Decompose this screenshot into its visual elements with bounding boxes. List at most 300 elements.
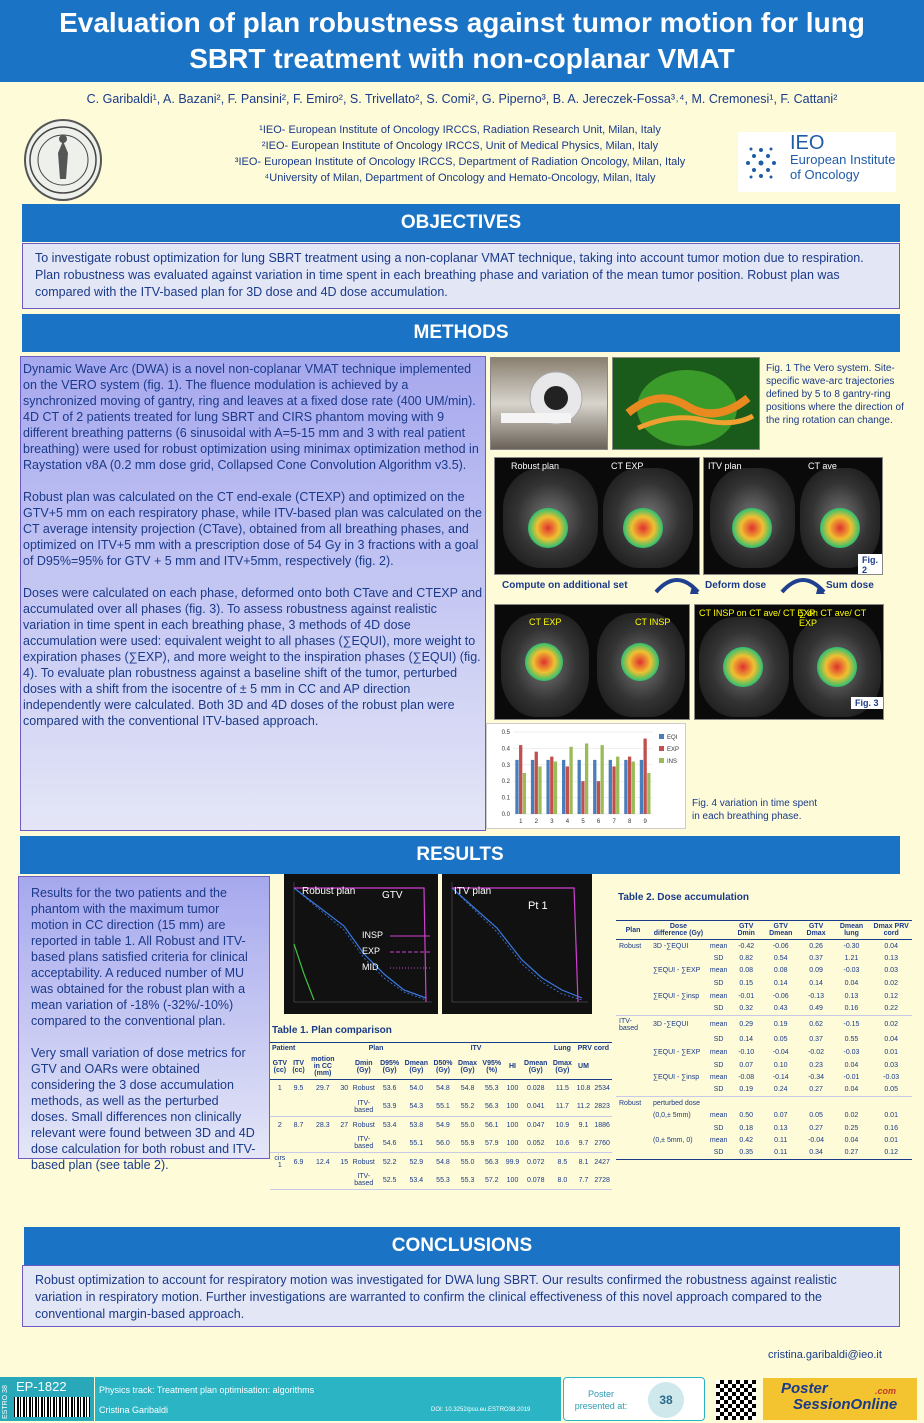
table-cell: 0.02 [884,980,898,988]
table-cell: 55.1 [409,1139,424,1147]
table-cell: 56.0 [436,1139,450,1147]
t2-head-cell: Plan [625,926,641,934]
table-cell: 100 [506,1139,519,1147]
table-cell: 8.0 [557,1176,568,1184]
table-cell: 53.9 [382,1103,397,1110]
bar-eqi-7 [609,760,612,814]
table-cell [616,1109,650,1122]
fig2-ctexp-label: CT EXP [611,461,644,471]
table-cell: mean [709,1048,728,1056]
table-row [270,1134,612,1153]
table-cell: 0.22 [884,1005,898,1013]
bar-eqi-8 [624,760,627,814]
title-line-2: SBRT treatment with non-coplanar VMAT [189,43,735,74]
table-cell: -0.13 [808,992,825,1000]
table-cell: mean [709,1074,728,1082]
table-row [616,1122,912,1135]
dvh-insp-label: INSP [362,930,384,940]
table-cell: 7.7 [578,1176,589,1184]
t1-subhead [338,1054,350,1080]
table-cell: ITV-based [354,1136,374,1150]
table-row [270,1153,612,1172]
qr-code-icon[interactable] [716,1380,756,1420]
table-cell [650,1122,707,1135]
brand-session: SessionOnline [793,1396,898,1413]
bar-exp-2 [535,752,538,814]
x-tick-label: 5 [581,819,585,825]
contact-email[interactable]: cristina.garibaldi@ieo.it [768,1349,882,1361]
table-cell: 0.04 [884,942,898,950]
table-cell: Robust [619,942,642,950]
table-cell: SD [713,1005,724,1013]
table-cell: ∑EQUI - ∑insp [652,992,700,1000]
table-cell: 0.12 [884,1149,898,1157]
bar-exp-5 [581,781,584,814]
table-cell: 0.05 [809,1111,823,1119]
table1-caption: Table 1. Plan comparison [272,1025,392,1036]
flow-compute: Compute on additional set [502,580,628,591]
table-cell: -0.30 [843,942,860,950]
ieo-abbr: IEO [790,132,825,154]
table-cell: Robust [352,1158,375,1166]
table-cell: perturbed dose [652,1099,701,1107]
bar-exp-1 [519,745,522,814]
table-cell: 0.13 [773,1124,788,1132]
ieo-line-3: of Oncology [790,167,860,182]
table-cell: 57.9 [484,1139,499,1147]
table-cell: 0.24 [773,1086,788,1094]
table-cell: 0.01 [884,1111,898,1119]
table-cell: 8.7 [293,1121,304,1129]
table-cell: 0.01 [884,1137,898,1145]
table-cell: 0.26 [809,942,823,950]
table-cell: 53.4 [382,1121,397,1129]
table-cell: -0.01 [738,992,755,1000]
table-cell: 100 [506,1085,519,1093]
table-cell [650,1002,707,1015]
table-cell: 0.12 [884,992,898,1000]
table-cell: 0.18 [739,1124,753,1132]
t1-head-lung: Lung [553,1045,571,1052]
legend-swatch [659,734,664,739]
table-cell [650,1084,707,1097]
table-cell: 55.1 [436,1103,450,1110]
x-tick-label: 6 [596,819,601,825]
table-cell: 0.10 [773,1061,788,1069]
results-text [18,876,270,1172]
table-cell: 0.27 [809,1124,823,1132]
postersessiononline-logo[interactable] [763,1378,917,1420]
fig3-sum-on-ave-label: ∑ on CT ave/ CT EXP [799,608,867,628]
bar-eqi-4 [562,760,565,814]
table-cell: 0.01 [884,1048,898,1056]
x-tick-label: 8 [627,819,632,825]
table-cell: 0.23 [809,1061,823,1069]
table-cell: 0.19 [739,1086,753,1094]
footer-track-block [95,1377,561,1421]
t1-subhead: HI [509,1063,516,1070]
table-cell [616,1147,650,1160]
table-cell: -0.03 [843,1048,860,1056]
footer-side-label: ESTRO 38 [2,1385,9,1419]
table-cell: 0.42 [739,1137,753,1145]
fig3-insp-on-ave-label: CT INSP on CT ave/ CT EXP [699,608,816,618]
results-paragraph-2: Very small variation of dose metrics for GTV and OARs were obtained considering the 3 dose accumulation methods, as well as the perturbed doses. Small differences non clinically relevant were found between 3D and 4D dose calculation for both robust and ITV-based plan (see table 2). [31,1046,256,1172]
objectives-banner: OBJECTIVES [22,204,900,242]
t2-head-cell: Dmean lung [839,923,864,937]
x-tick-label: 3 [550,819,554,825]
objectives-text: To investigate robust optimization for lung SBRT treatment using a non-coplanar VMAT technique, taking into account tumor motion due to respiration. Plan robustness was evaluated against variation in time spent in each breathing phase and variation of the mean tumor position. Robust plan was compared with the ITV-based plan for 3D dose and 4D dose accumulation. [22,243,900,309]
t1-subhead: ITV (cc) [292,1059,305,1074]
table2 [616,920,912,1160]
table-cell: -0.03 [883,1074,900,1082]
affiliation-3: ³IEO- European Institute of Oncology IRCCS, Department of Radiation Oncology, Milan, Italy [234,156,686,168]
legend-swatch [659,746,664,751]
table-cell: -0.06 [772,992,789,1000]
t1-subhead: Dmax (Gy) [552,1059,572,1074]
table-cell: 0.19 [773,1021,788,1029]
x-tick-label: 7 [612,819,616,825]
table-cell: 55.2 [460,1103,475,1110]
y-tick-label: 0.3 [501,762,510,769]
table-cell: 0.43 [773,1005,788,1013]
table-cell: 0.62 [809,1021,823,1029]
table-cell: 100 [506,1176,519,1184]
table-cell [616,990,650,1003]
conclusions-banner: CONCLUSIONS [24,1227,900,1265]
x-tick-label: 9 [643,819,647,825]
table-cell: 100 [506,1103,519,1110]
university-seal-icon [24,119,102,201]
table-cell [307,1171,338,1190]
table-cell: 0.16 [884,1124,898,1132]
table-cell [270,1134,290,1153]
table-cell: 3D -∑EQUI [652,942,689,950]
table-cell: 0.08 [773,967,788,975]
table-cell: 0.37 [809,954,823,962]
table-cell: 2427 [594,1158,610,1166]
table-cell: -0.34 [808,1074,825,1082]
table-cell [799,1097,832,1110]
table-cell: 29.7 [316,1085,330,1093]
y-tick-label: 0.4 [501,746,510,753]
table-cell: Robust [352,1121,375,1129]
poster-title [0,0,924,82]
bar-ins-9 [647,773,650,814]
results-banner: RESULTS [20,836,900,874]
table-cell [762,1097,799,1110]
table-cell: 0.07 [739,1061,753,1069]
t2-head-cell: GTV Dmin [737,923,755,937]
x-tick-label: 2 [534,819,539,825]
methods-banner: METHODS [22,314,900,352]
table-cell [338,1171,350,1190]
bar-ins-4 [569,747,572,814]
table-cell: ITV-based [354,1173,374,1187]
table-cell: SD [713,1124,724,1132]
table-cell: 10.8 [576,1085,591,1093]
table-cell [616,1002,650,1015]
table-cell: 0.29 [739,1021,753,1029]
t1-subhead: V95% (%) [482,1059,502,1074]
footer-author: Cristina Garibaldi [99,1405,169,1415]
table-cell [616,1059,650,1072]
table-cell: 55.9 [460,1139,475,1147]
table-cell: 0.50 [739,1111,753,1119]
fig2-robust-label: Robust plan [511,461,560,471]
table-cell: 0.072 [526,1158,545,1166]
x-tick-label: 1 [519,819,523,825]
table-cell: -0.08 [738,1074,755,1082]
table-cell [270,1171,290,1190]
dvh-gtv-label: GTV [382,890,403,901]
fig2-itv-panel [703,457,883,575]
bar-eqi-5 [578,760,581,814]
table-cell: 2760 [594,1139,610,1147]
table-cell: ∑EQUI - ∑EXP [652,1048,701,1056]
table-row [616,977,912,990]
table-cell [616,1134,650,1147]
barcode-icon [14,1397,90,1417]
table-cell: 100 [506,1121,519,1129]
wave-arc-trajectory-image [612,357,760,450]
brand-poster: Poster [781,1380,828,1397]
table-cell: SD [713,980,724,988]
table-cell: 0.49 [809,1005,823,1013]
table-cell [616,1046,650,1059]
y-tick-label: 0.1 [501,795,510,802]
table-cell: 54.8 [436,1085,450,1093]
affiliations [170,122,750,186]
table-row [616,1097,912,1110]
table-cell [730,1097,762,1110]
table-cell: 0.02 [884,1021,898,1029]
table-cell: 0.04 [844,980,859,988]
table-cell: 9.1 [578,1121,589,1129]
table-cell [270,1098,290,1117]
y-tick-label: 0.5 [501,730,510,736]
table-cell [833,1097,871,1110]
table1 [270,1042,612,1190]
table-cell [707,1097,731,1110]
table-cell: 2534 [594,1085,610,1093]
y-tick-label: 0.0 [501,812,510,818]
table-cell [616,1084,650,1097]
table-cell [290,1171,308,1190]
presented-poster: Poster [587,1389,614,1399]
table-cell: 27 [340,1121,349,1129]
dvh-mid-label: MID [362,962,379,972]
table-cell: SD [713,954,724,962]
table-cell: 8.1 [578,1158,589,1166]
t2-head-cell: GTV Dmean [769,923,793,937]
table-cell [616,1071,650,1084]
table-row [270,1098,612,1117]
table-cell: 0.54 [773,954,788,962]
table-cell: -0.42 [738,942,755,950]
table-cell: mean [709,1137,728,1145]
table-row [616,940,912,953]
table-cell: 52.5 [382,1176,397,1184]
methods-text [20,356,486,831]
table-cell: 6.9 [293,1158,304,1166]
table-cell: 53.6 [382,1085,397,1093]
table-cell: mean [709,942,728,950]
table-cell: 3D -∑EQUI [652,1021,689,1029]
table-cell: 10.6 [555,1139,570,1147]
t1-subhead: GTV (cc) [272,1059,288,1074]
footer-ep-number: EP-1822 [16,1379,67,1394]
table-cell: mean [709,992,728,1000]
bar-eqi-6 [593,760,596,814]
bar-exp-7 [612,766,615,814]
table-cell: 54.9 [436,1121,450,1129]
brand-com: .com [875,1386,897,1396]
x-tick-label: 4 [565,819,570,825]
fig3-ctinsp-label: CT INSP [635,617,671,627]
methods-paragraph-1: Dynamic Wave Arc (DWA) is a novel non-coplanar VMAT technique implemented on the VERO system (fig. 1). The fluence modulation is achieved by a synchronized moving of gantry, ring and leaves at a fixed dose rate (400 UM/min). 4D CT of 2 patients treated for lung SBRT and CIRS phantom moving with 9 different breathing patterns (6 sinusoidal with A=5-15 mm and 3 with real patient breathing) were used for robust optimization using minimax optimization method in Raystation v8A (0.2 mm dose grid, Collapsed Cone Convolution Algorithm v3.5). [23,362,479,472]
table-cell: 54.6 [382,1139,397,1147]
table-cell: 0.32 [739,1005,753,1013]
fig2-label: Fig. 2 [858,554,882,575]
table-cell: 0.25 [844,1124,859,1132]
bar-eqi-1 [515,760,518,814]
estro-badge-icon: 38 [648,1382,684,1418]
table-cell: 0.08 [739,967,753,975]
table-cell: 0.03 [884,1061,898,1069]
table-cell: 28.3 [316,1121,330,1129]
table-row [616,990,912,1003]
table-cell: 1 [277,1085,282,1093]
table-cell: -0.10 [738,1048,755,1056]
dvh-exp-label: EXP [362,946,381,956]
table-cell: 11.7 [555,1103,569,1110]
methods-paragraph-2: Robust plan was calculated on the CT end-exale (CTEXP) and optimized on the GTV+5 mm on each respiratory phase, while ITV-based plan was calculated on the CT average intensity projection (CTave), obtained from all breathing phases, and optimized on ITV+5 mm with a prescription dose of 54 Gy in 3 fractions with a goal of D95%=95% for GTV + 5 mm and ITV+5mm, respectively (fig. 2). [23,490,482,568]
table-cell: 0.11 [774,1149,788,1157]
y-tick-label: 0.2 [501,779,510,786]
table-row [616,1015,912,1034]
table-cell: 0.34 [809,1149,823,1157]
results-paragraph-1: Results for the two patients and the phantom with the maximum tumor motion in CC direction (15 mm) are reported in table 1. All Robust and ITV-based plans satisfied criteria for clinical acceptability. A reduced number of MU was obtained for the robust plan with a mean variation of -18% (-32%/-10%) compared to the conventional plan. [31,886,248,1028]
flow-sum: Sum dose [826,580,874,591]
table-cell: 8.5 [557,1158,568,1166]
footer-doi: DOI: 10.3252/pso.eu.ESTRO38.2019 [431,1407,531,1413]
table-cell: 55.0 [460,1121,475,1129]
legend-label: EQI [667,735,678,741]
table-cell: mean [709,967,728,975]
table-cell: 9.7 [578,1139,589,1147]
dvh-itv [442,874,592,1014]
table-cell: 11.5 [555,1085,569,1093]
table-cell [616,977,650,990]
table-cell: ∑EQUI - ∑EXP [652,967,701,975]
table-cell: 0.05 [884,1086,898,1094]
dvh-itv-label: ITV plan [454,886,492,897]
table-cell: 55.0 [460,1158,475,1166]
table-cell: 52.9 [409,1158,424,1166]
footer-ep-block [0,1377,94,1421]
dvh-pt-label: Pt 1 [528,900,548,912]
table-cell: 30 [340,1085,349,1093]
table-cell [650,1059,707,1072]
table-cell [650,1147,707,1160]
affiliation-2: ²IEO- European Institute of Oncology IRCCS, Unit of Medical Physics, Milan, Italy [261,140,659,152]
table-cell: Robust [619,1099,642,1107]
fig3-ctexp-label: CT EXP [529,617,562,627]
table-row [616,1071,912,1084]
presented-at: presented at: [574,1401,628,1411]
table-cell: ITV- based [619,1017,639,1032]
flow-arrow-1-icon [652,572,702,601]
table-cell [616,952,650,965]
t1-head-prv: PRV cord [577,1045,610,1052]
table-cell: mean [709,1111,728,1119]
table-cell [650,1034,707,1047]
table-cell: 57.2 [484,1176,499,1184]
fig1-caption: Fig. 1 The Vero system. Site-specific wave-arc trajectories defined by 5 to 8 gantry-ring positions where the direction of the ring rotation can change. [766,363,904,426]
table-cell [616,1122,650,1135]
table-cell: 0.55 [844,1036,859,1044]
bar-exp-9 [643,739,646,814]
table-row [616,1134,912,1147]
fig2-ctave-label: CT ave [808,461,837,471]
table-cell: 11.2 [576,1103,591,1110]
table-cell [338,1134,350,1153]
table-cell: 52.2 [382,1158,397,1166]
t2-head-cell: GTV Dmax [806,923,826,937]
table-cell: -0.14 [772,1074,789,1082]
table-cell: 0.02 [844,1111,859,1119]
table-cell: 54.3 [409,1103,424,1110]
table-row [270,1080,612,1098]
table-cell: ITV-based [354,1099,374,1114]
table-cell: 55.3 [484,1085,499,1093]
t1-subhead: Dmean (Gy) [524,1059,548,1074]
table-row [616,1084,912,1097]
table-cell: 2823 [594,1103,610,1110]
table-row [270,1171,612,1190]
table-cell: 0.11 [774,1137,788,1145]
table-cell: 1.21 [844,954,859,962]
table-cell: 0.05 [773,1036,788,1044]
table-cell: 1886 [594,1121,610,1129]
flow-deform: Deform dose [705,580,767,591]
table-cell: ∑EQUI - ∑insp [652,1074,700,1082]
t1-head-patient: Patient [272,1045,296,1052]
table-cell: 2 [277,1121,282,1129]
table-cell: 53.4 [409,1176,424,1184]
table-cell: 56.1 [484,1121,499,1129]
authors-line: C. Garibaldi¹, A. Bazani², F. Pansini², F. Emiro², S. Trivellato², S. Comi², G. Piperno³, B. A. Jereczek-Fossa³˒⁴, M. Cremonesi¹, F. Cattani² [86,92,838,106]
table-cell [870,1097,912,1110]
ieo-line-2: European Institute [790,152,896,167]
table-row [616,952,912,965]
table-cell: 0.14 [739,1036,753,1044]
table-cell: 0.09 [809,967,823,975]
bar-eqi-9 [640,760,643,814]
table-row [616,1147,912,1160]
bar-ins-6 [601,745,604,814]
table-cell: SD [713,1149,724,1157]
table-cell: 0.04 [844,1137,859,1145]
t1-subhead: UM [578,1063,589,1070]
table2-caption: Table 2. Dose accumulation [618,892,749,903]
vero-system-photo [490,357,608,450]
fig4-caption: Fig. 4 variation in time spent in each breathing phase. [692,798,818,822]
flow-arrow-2-icon [778,572,828,601]
dvh-robust-label: Robust plan [302,886,356,897]
table-cell: 0.14 [773,980,788,988]
